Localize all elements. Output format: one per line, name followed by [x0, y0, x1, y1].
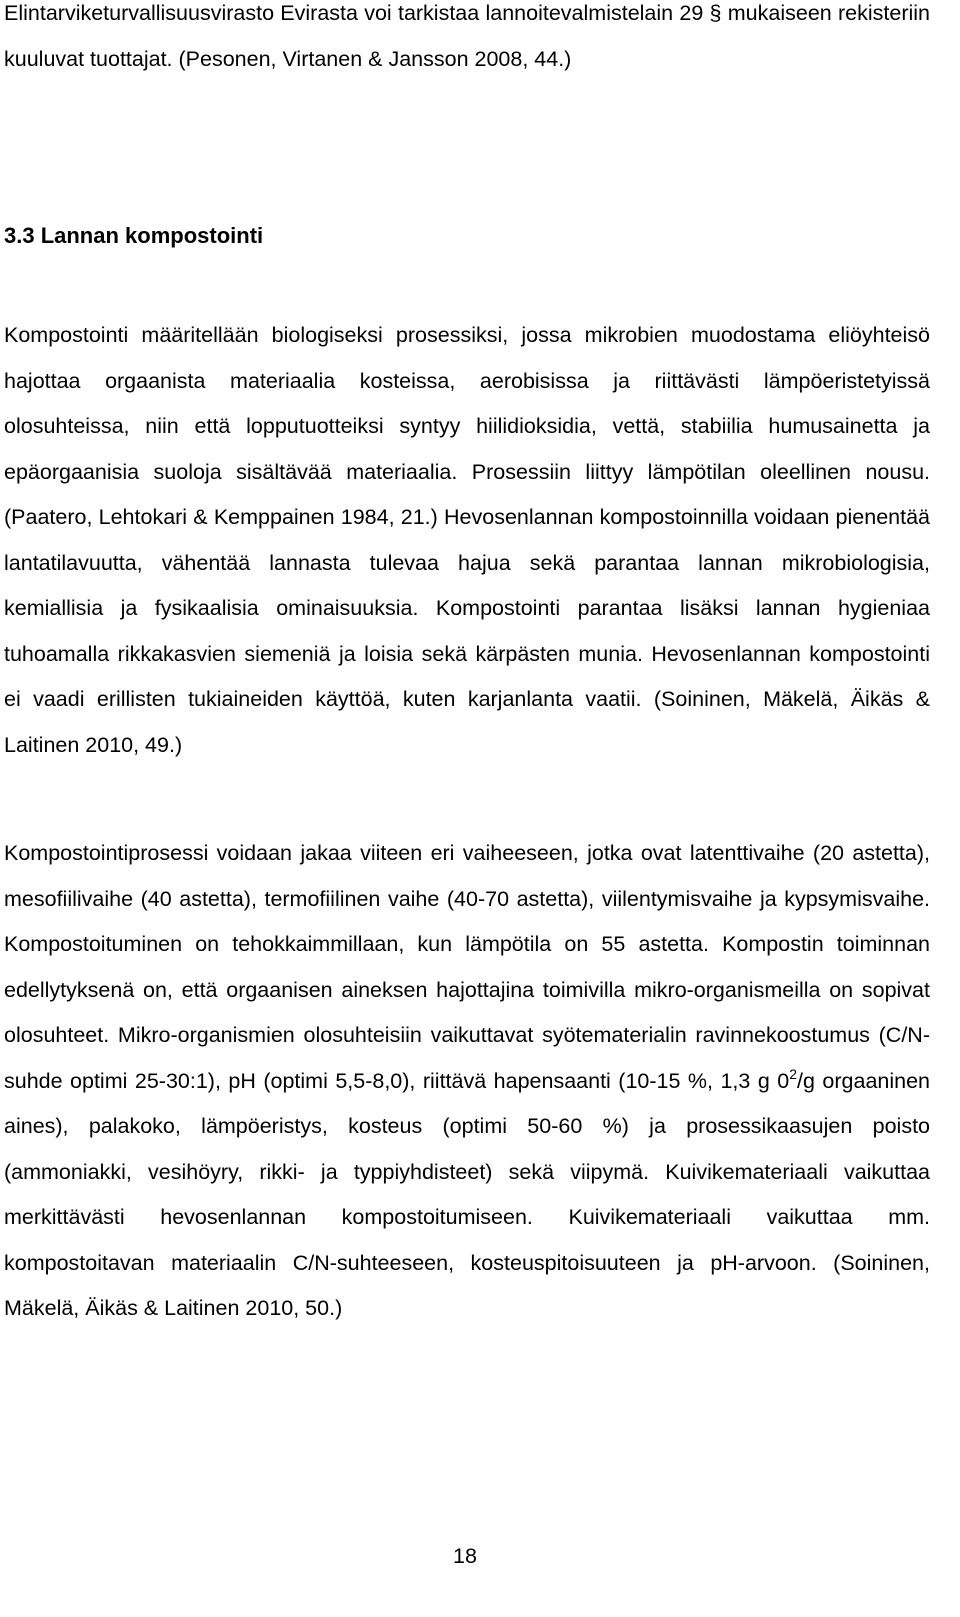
- composting-process-paragraph: [4, 831, 930, 1332]
- section-heading: 3.3 Lannan kompostointi: [4, 223, 264, 248]
- oxygen-subscript-number: 2: [789, 1065, 798, 1082]
- page-number: 18: [453, 1544, 477, 1568]
- intro-paragraph: Elintarviketurvallisuusvirasto Evirasta voi tarkistaa lannoitevalmistelain 29 § mukaiseen rekisteriin kuuluvat tuottajat. (Pesonen, Virtanen & Jansson 2008, 44.): [4, 1, 930, 71]
- process-text-part-1: Kompostointiprosessi voidaan jakaa viiteen eri vaiheeseen, jotka ovat latenttivaihe (20 astetta), mesofiilivaihe (40 astetta), termofiilinen vaihe (40-70 astetta), viilentymisvaihe ja kypsymisvaihe. Kompostoituminen on tehokkaimmillaan, kun lämpötila on 55 astetta. Kompostin toiminnan edellytyksenä on, että orgaanisen aineksen hajottajina toimivilla mikro-organismeilla on sopivat olosuhteet. Mikro-organismien olosuhteisiin vaikuttavat syötematerialin ravinnekoostumus (C/N-suhde optimi 25-30:1), pH (optimi 5,5-8,0), riittävä hapensaanti (10-15 %, 1,3 g 0: [4, 841, 930, 1093]
- process-text-part-2: /g orgaaninen aines), palakoko, lämpöeristys, kosteus (optimi 50-60 %) ja prosessikaasujen poisto (ammoniakki, vesihöyry, rikki- ja typpiyhdisteet) sekä viipymä. Kuivikemateriaali vaikuttaa merkittävästi hevosenlannan kompostoitumiseen. Kuivikemateriaali vaikuttaa mm. kompostoitavan materiaalin C/N-suhteeseen, kosteuspitoisuuteen ja pH-arvoon. (Soininen, Mäkelä, Äikäs & Laitinen 2010, 50.): [4, 1068, 931, 1320]
- composting-definition-paragraph: Kompostointi määritellään biologiseksi prosessiksi, jossa mikrobien muodostama eliöyhteisö hajottaa orgaanista materiaalia kosteissa, aerobisissa ja riittävästi lämpöeristetyissä olosuhteissa, niin että lopputuotteiksi syntyy hiilidioksidia, vettä, stabiilia humusainetta ja epäorgaanisia suoloja sisältävää materiaalia. Prosessiin liittyy lämpötilan oleellinen nousu. (Paatero, Lehtokari & Kemppainen 1984, 21.) Hevosenlannan kompostoinnilla voidaan pienentää lantatilavuutta, vähentää lannasta tulevaa hajua sekä parantaa lannan mikrobiologisia, kemiallisia ja fysikaalisia ominaisuuksia. Kompostointi parantaa lisäksi lannan hygieniaa tuhoamalla rikkakasvien siemeniä ja loisia sekä kärpästen munia. Hevosenlannan kompostointi ei vaadi erillisten tukiaineiden käyttöä, kuten karjanlanta vaatii. (Soininen, Mäkelä, Äikäs & Laitinen 2010, 49.): [4, 323, 930, 757]
